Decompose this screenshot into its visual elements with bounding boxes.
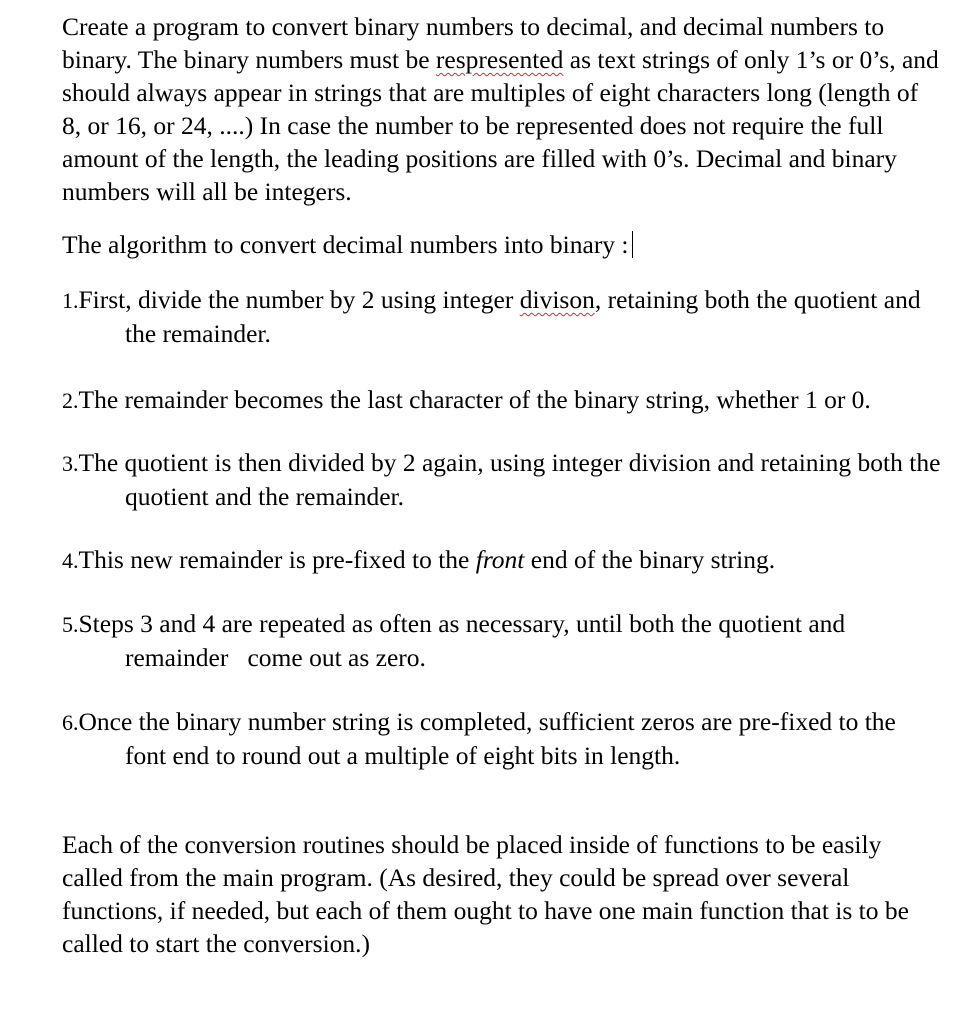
document-body[interactable]: [62, 10, 942, 960]
text-cursor: [632, 231, 634, 258]
step-number: 5.: [62, 612, 79, 637]
step-number: 1.: [62, 288, 79, 313]
step-number: 6.: [62, 710, 79, 735]
step-1: 1.First, divide the number by 2 using integer divison, retaining both the quotient and the remainder.: [62, 285, 921, 348]
step-number: 2.: [62, 388, 79, 413]
emphasized-word: front: [475, 545, 525, 574]
step-number: 3.: [62, 451, 79, 476]
intro-paragraph: Create a program to convert binary numbers to decimal, and decimal numbers to binary. The binary numbers must be respresented as text strings of only 1’s or 0’s, and should always appear in strings that are multiples of eight characters long (length of 8, or 16, or 24, ....) In case the number to be represented does not require the full amount of the length, the leading positions are filled with 0’s. Decimal and binary numbers will all be integers.: [62, 12, 939, 206]
step-3: 3.The quotient is then divided by 2 again, using integer division and retaining both the quotient and the remainder.: [62, 448, 941, 511]
step-2: 2.The remainder becomes the last character of the binary string, whether 1 or 0.: [62, 385, 871, 414]
step-number: 4.: [62, 548, 79, 573]
closing-paragraph: Each of the conversion routines should be placed inside of functions to be easily called from the main program. (As desired, they could be spread over several functions, if needed, but each of them ought to have one main function that is to be called to start the conversion.): [62, 830, 909, 958]
step-6: 6.Once the binary number string is completed, sufficient zeros are pre-fixed to the font end to round out a multiple of eight bits in length.: [62, 707, 896, 770]
algorithm-heading: The algorithm to convert decimal numbers into binary :: [62, 228, 942, 261]
step-4: 4.This new remainder is pre-fixed to the front end of the binary string.: [62, 545, 776, 574]
misspelled-word[interactable]: divison: [519, 285, 595, 314]
misspelled-word[interactable]: respresented: [435, 45, 564, 74]
step-5: 5.Steps 3 and 4 are repeated as often as necessary, until both the quotient and remainder come out as zero.: [62, 609, 852, 672]
